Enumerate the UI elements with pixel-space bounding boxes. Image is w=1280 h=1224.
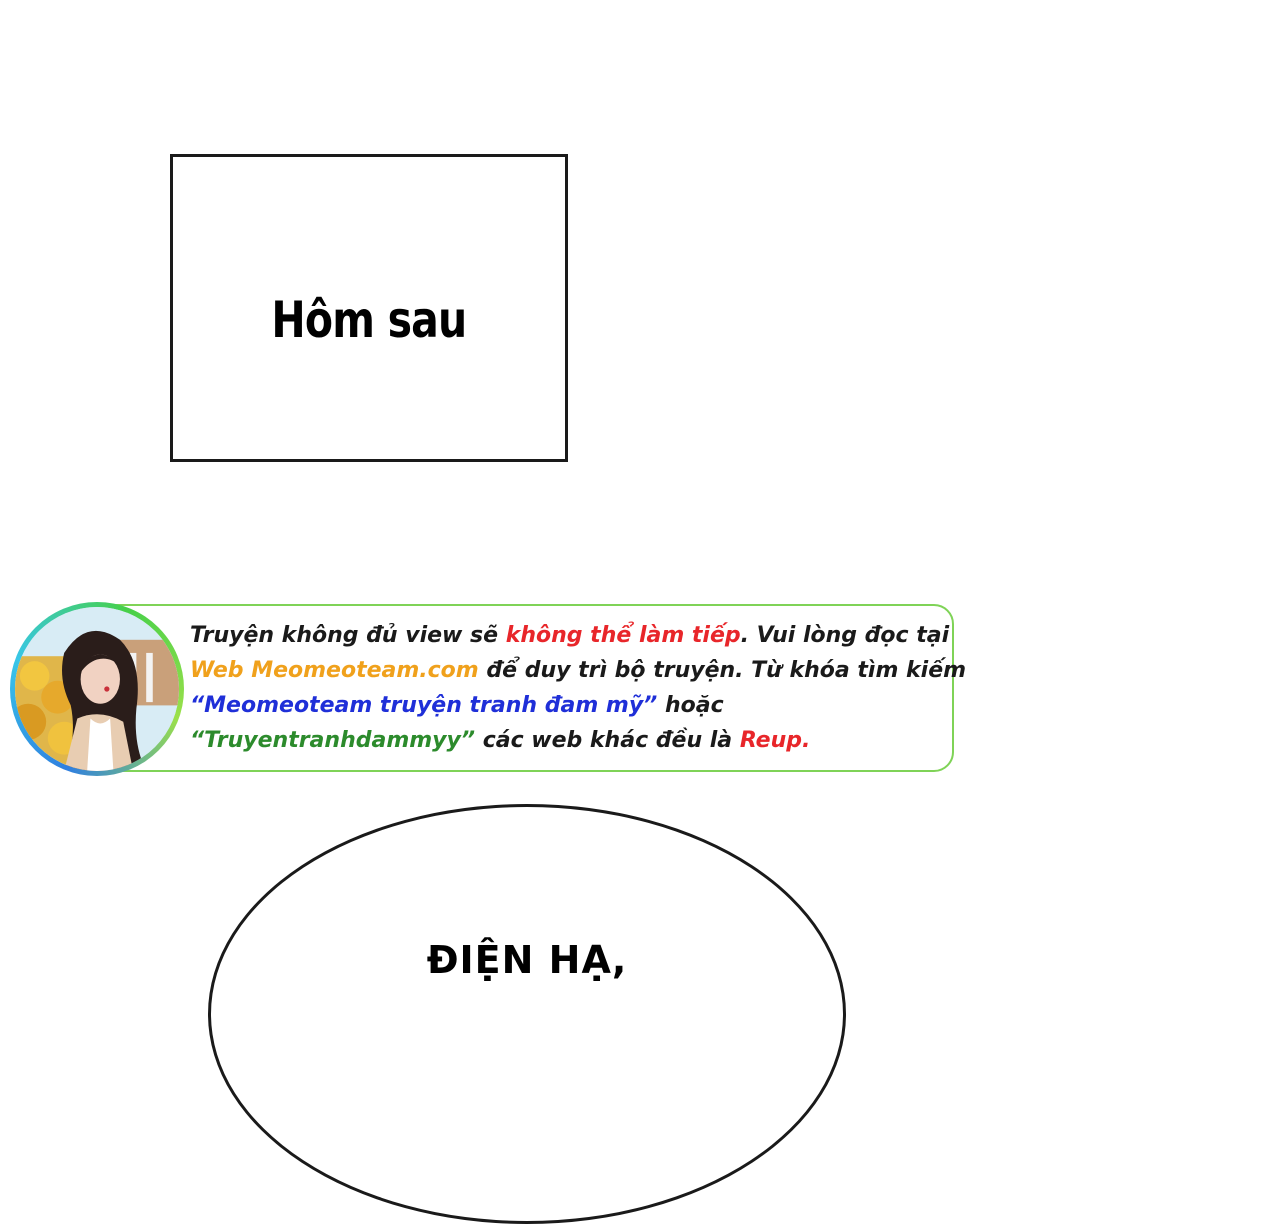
notice-line-1-text: Truyện không đủ view sẽ bbox=[190, 623, 506, 648]
narration-caption-box bbox=[170, 154, 568, 462]
notice-line-3 bbox=[190, 688, 950, 723]
notice-line-4-text: các web khác đều là bbox=[475, 728, 740, 753]
notice-line-1 bbox=[190, 618, 950, 653]
notice-line-2-text: để duy trì bộ truyện. Từ khóa tìm kiếm bbox=[478, 658, 967, 683]
notice-line-2 bbox=[190, 653, 967, 688]
speech-bubble-text bbox=[208, 932, 846, 988]
notice-line-4-period: . bbox=[802, 728, 811, 753]
notice-keyword-2: “Truyentranhdammyy” bbox=[190, 728, 476, 753]
avatar-photo bbox=[15, 607, 179, 771]
notice-text bbox=[190, 618, 967, 758]
avatar bbox=[10, 602, 184, 776]
notice-line-3-text: hoặc bbox=[657, 693, 724, 718]
notice-keyword-1: “Meomeoteam truyện tranh đam mỹ” bbox=[190, 693, 658, 718]
narration-caption-text: Hôm sau bbox=[271, 291, 467, 349]
notice-reup-word: Reup bbox=[739, 728, 802, 753]
speech-bubble-line-1: ĐIỆN HẠ, bbox=[426, 938, 628, 982]
notice-line-1-highlight: không thể làm tiếp bbox=[505, 623, 741, 648]
notice-website-link[interactable]: Web Meomeoteam.com bbox=[190, 658, 479, 683]
speech-bubble bbox=[208, 804, 846, 1224]
notice-line-1-tail: . Vui lòng đọc tại bbox=[740, 623, 950, 648]
notice-line-4 bbox=[190, 723, 950, 758]
